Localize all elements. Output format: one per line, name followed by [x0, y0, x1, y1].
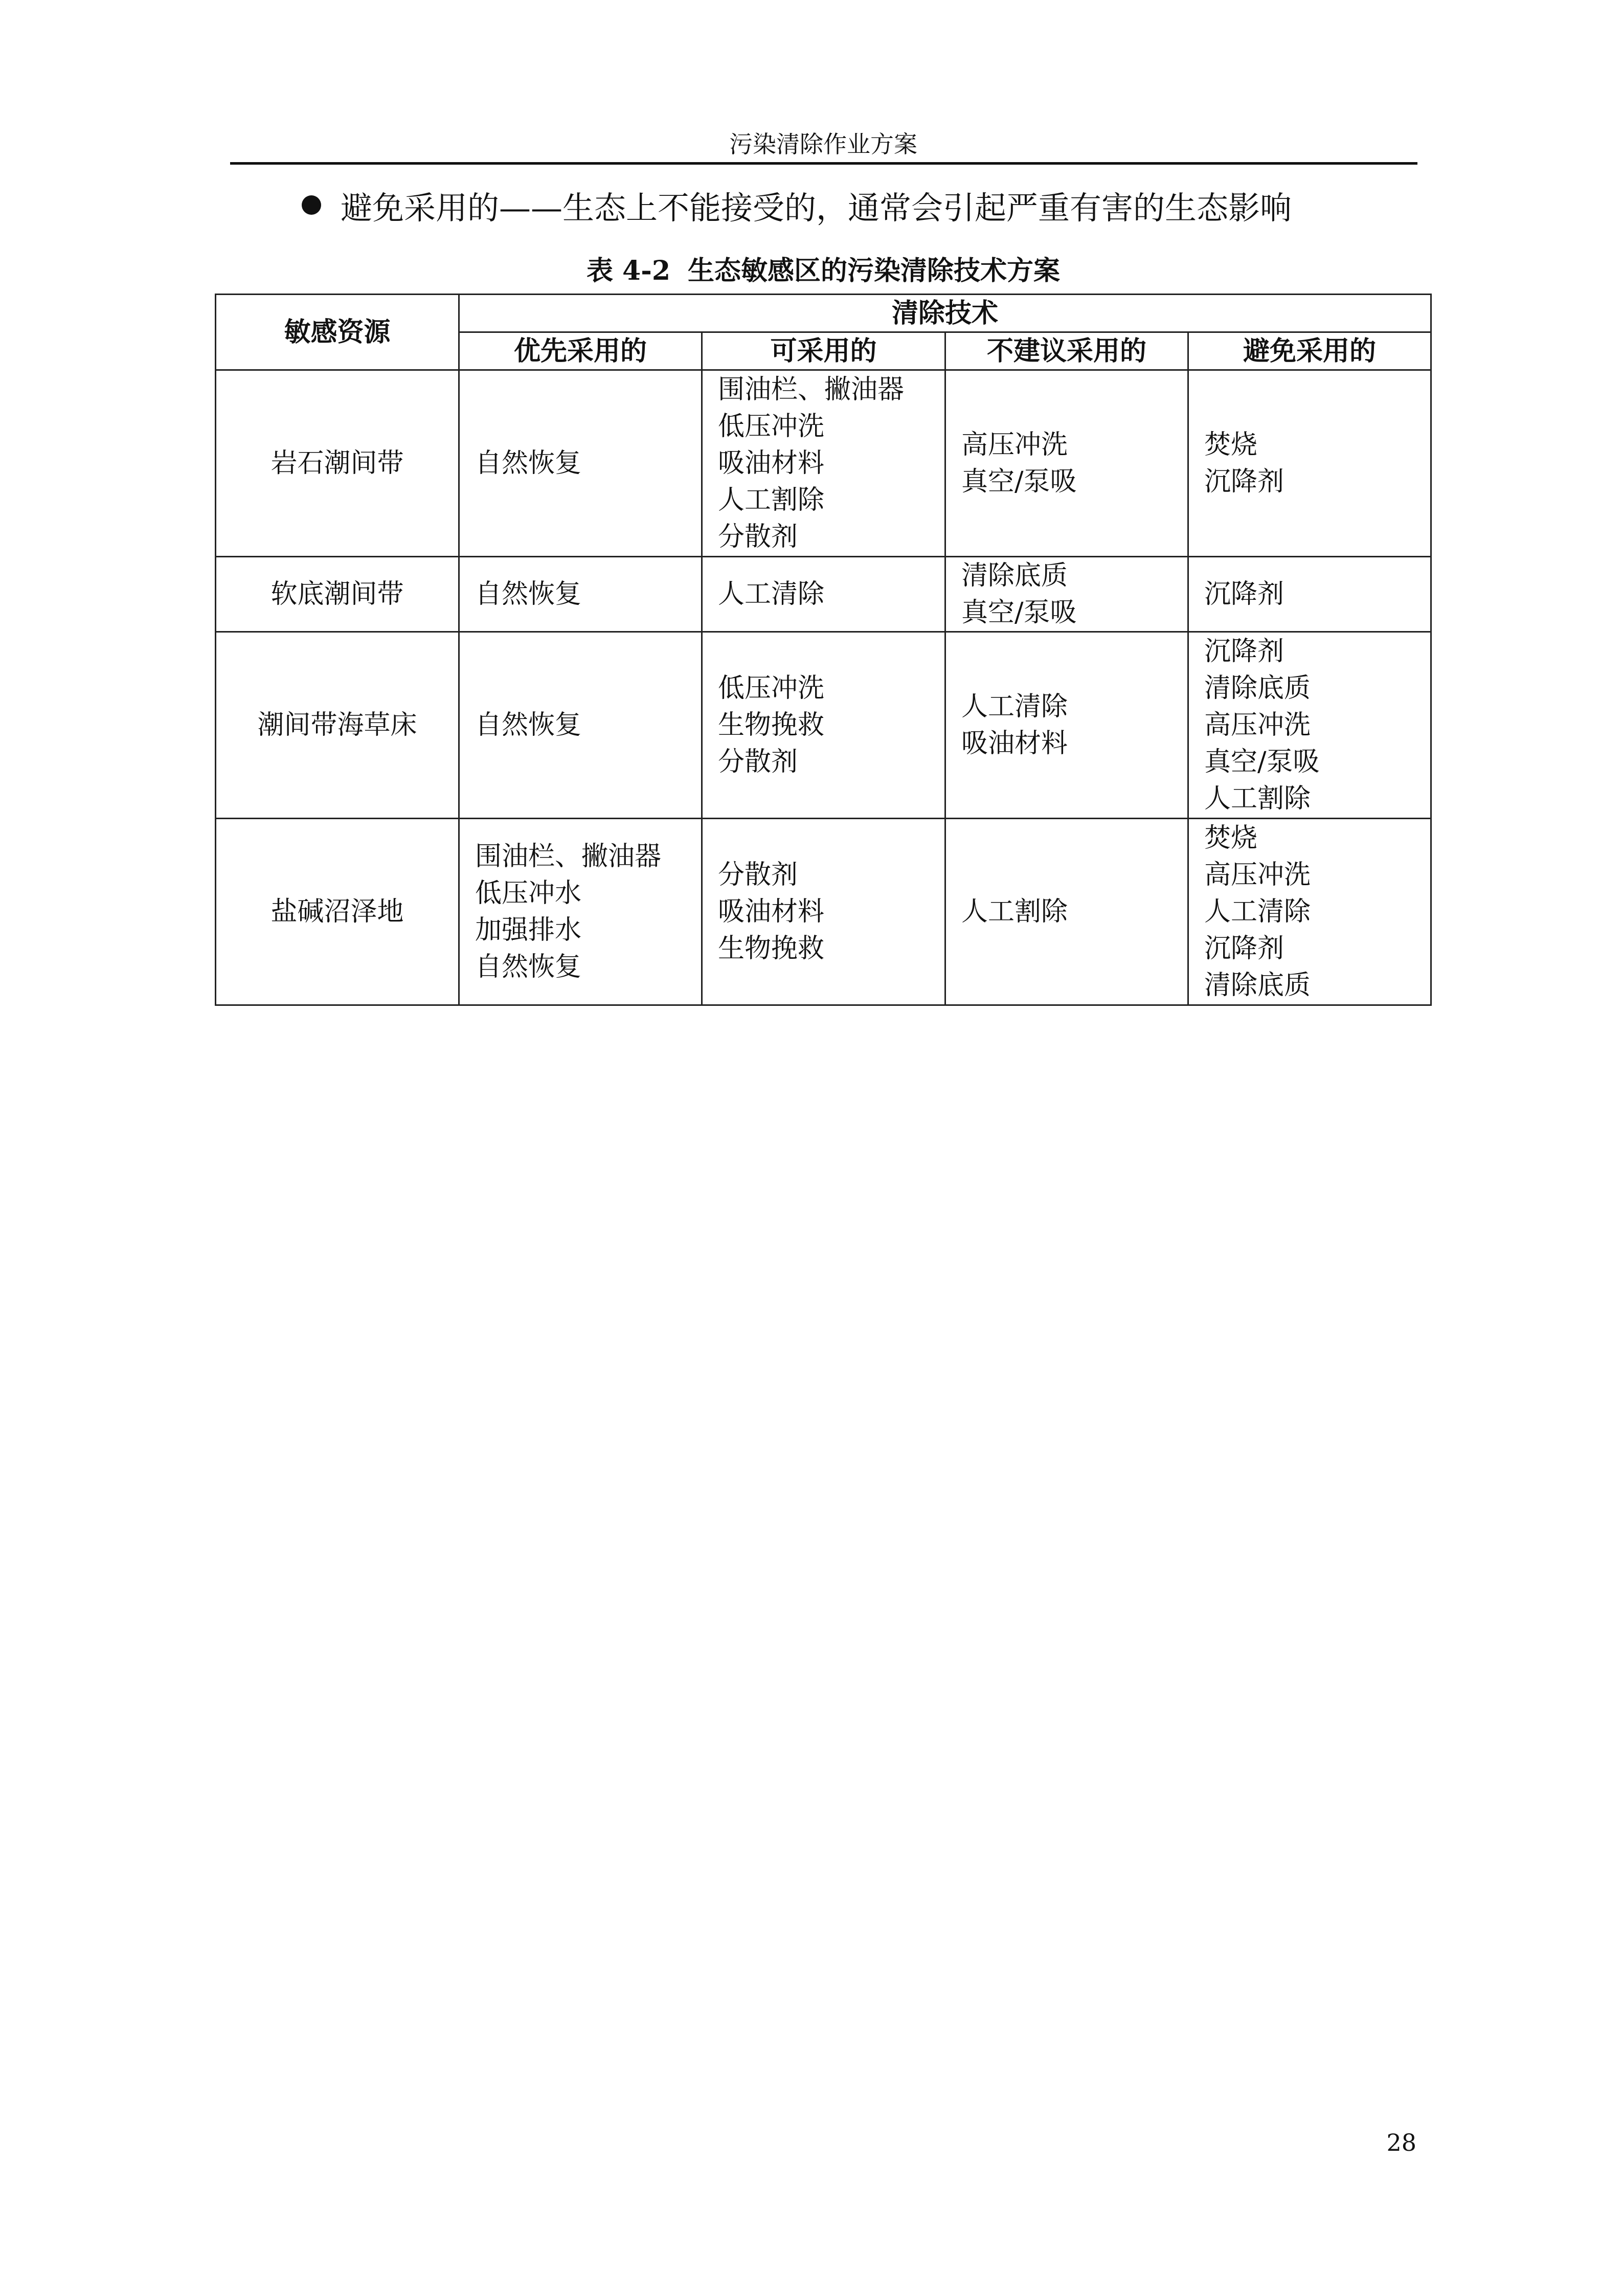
- technique-item: 分散剂: [718, 860, 798, 890]
- acceptable-cell: [702, 557, 945, 632]
- resource-cell: 盐碱沼泽地: [216, 819, 459, 1005]
- bullet-dot-icon: [302, 195, 321, 215]
- technique-item: 自然恢复: [475, 579, 582, 610]
- technique-item: 分散剂: [718, 522, 798, 552]
- table-caption-number: 表 4-2: [586, 255, 671, 286]
- technique-item: 加强排水: [475, 915, 582, 946]
- table-row: [216, 819, 1431, 1005]
- technique-item: 人工割除: [718, 485, 825, 515]
- technique-item: 真空/泵吸: [1204, 747, 1320, 777]
- technique-item: 围油栏、撇油器: [718, 374, 905, 405]
- technique-item: 吸油材料: [718, 448, 825, 479]
- technique-item: 生物挽救: [718, 933, 825, 964]
- header-sensitive-resource: 敏感资源: [216, 295, 459, 370]
- table-caption: [230, 251, 1416, 291]
- technique-item: 人工清除: [1204, 896, 1311, 927]
- header-preferred: 优先采用的: [459, 332, 702, 370]
- header-avoid: 避免采用的: [1188, 332, 1431, 370]
- technique-item: 吸油材料: [718, 896, 825, 927]
- technique-item: 沉降剂: [1204, 933, 1284, 964]
- technique-item: 分散剂: [718, 747, 798, 777]
- acceptable-cell: [702, 370, 945, 557]
- header-not-recommended: 不建议采用的: [945, 332, 1188, 370]
- preferred-cell: [459, 370, 702, 557]
- preferred-cell: [459, 557, 702, 632]
- not-recommended-cell: [945, 632, 1188, 819]
- technique-item: 真空/泵吸: [961, 466, 1077, 497]
- technique-item: 高压冲洗: [1204, 710, 1311, 740]
- technique-item: 清除底质: [1204, 970, 1311, 1001]
- table-header-row: [216, 295, 1431, 332]
- avoid-cell: [1188, 632, 1431, 819]
- technique-item: 自然恢复: [475, 448, 582, 479]
- technique-item: 生物挽救: [718, 710, 825, 740]
- bullet-text: 避免采用的——生态上不能接受的，通常会引起严重有害的生态影响: [341, 189, 1292, 227]
- table-row: [216, 632, 1431, 819]
- bullet-item: [302, 182, 1292, 229]
- resource-cell: 潮间带海草床: [216, 632, 459, 819]
- table-row: [216, 557, 1431, 632]
- avoid-cell: [1188, 370, 1431, 557]
- header-rule: [230, 162, 1417, 165]
- header-acceptable: 可采用的: [702, 332, 945, 370]
- not-recommended-cell: [945, 819, 1188, 1005]
- technique-item: 低压冲洗: [718, 673, 825, 704]
- technique-item: 低压冲水: [475, 878, 582, 909]
- technique-item: 人工割除: [1204, 783, 1311, 814]
- table-row: [216, 370, 1431, 557]
- resource-cell: 软底潮间带: [216, 557, 459, 632]
- technique-item: 自然恢复: [475, 710, 582, 740]
- acceptable-cell: [702, 632, 945, 819]
- preferred-cell: [459, 819, 702, 1005]
- technique-item: 清除底质: [1204, 673, 1311, 704]
- technique-item: 焚烧: [1204, 823, 1258, 853]
- acceptable-cell: [702, 819, 945, 1005]
- technique-item: 人工清除: [718, 579, 825, 610]
- page-number: 28: [1386, 2129, 1416, 2156]
- not-recommended-cell: [945, 557, 1188, 632]
- technique-item: 自然恢复: [475, 952, 582, 982]
- technique-item: 清除底质: [961, 560, 1068, 591]
- not-recommended-cell: [945, 370, 1188, 557]
- technique-item: 人工割除: [961, 896, 1068, 927]
- technique-item: 高压冲洗: [961, 430, 1068, 460]
- technique-item: 高压冲洗: [1204, 860, 1311, 890]
- technique-item: 吸油材料: [961, 728, 1068, 759]
- running-header: 污染清除作业方案: [729, 130, 917, 158]
- avoid-cell: [1188, 557, 1431, 632]
- technique-item: 真空/泵吸: [961, 597, 1077, 628]
- technique-item: 人工清除: [961, 691, 1068, 722]
- avoid-cell: [1188, 819, 1431, 1005]
- technique-item: 沉降剂: [1204, 466, 1284, 497]
- table-caption-title: 生态敏感区的污染清除技术方案: [688, 255, 1061, 286]
- technique-item: 焚烧: [1204, 430, 1258, 460]
- technique-item: 沉降剂: [1204, 636, 1284, 667]
- cleanup-technique-table: [215, 294, 1432, 1006]
- resource-cell: 岩石潮间带: [216, 370, 459, 557]
- technique-item: 沉降剂: [1204, 579, 1284, 610]
- header-cleanup-technique: 清除技术: [459, 295, 1431, 332]
- technique-item: 低压冲洗: [718, 411, 825, 442]
- preferred-cell: [459, 632, 702, 819]
- technique-item: 围油栏、撇油器: [475, 841, 662, 872]
